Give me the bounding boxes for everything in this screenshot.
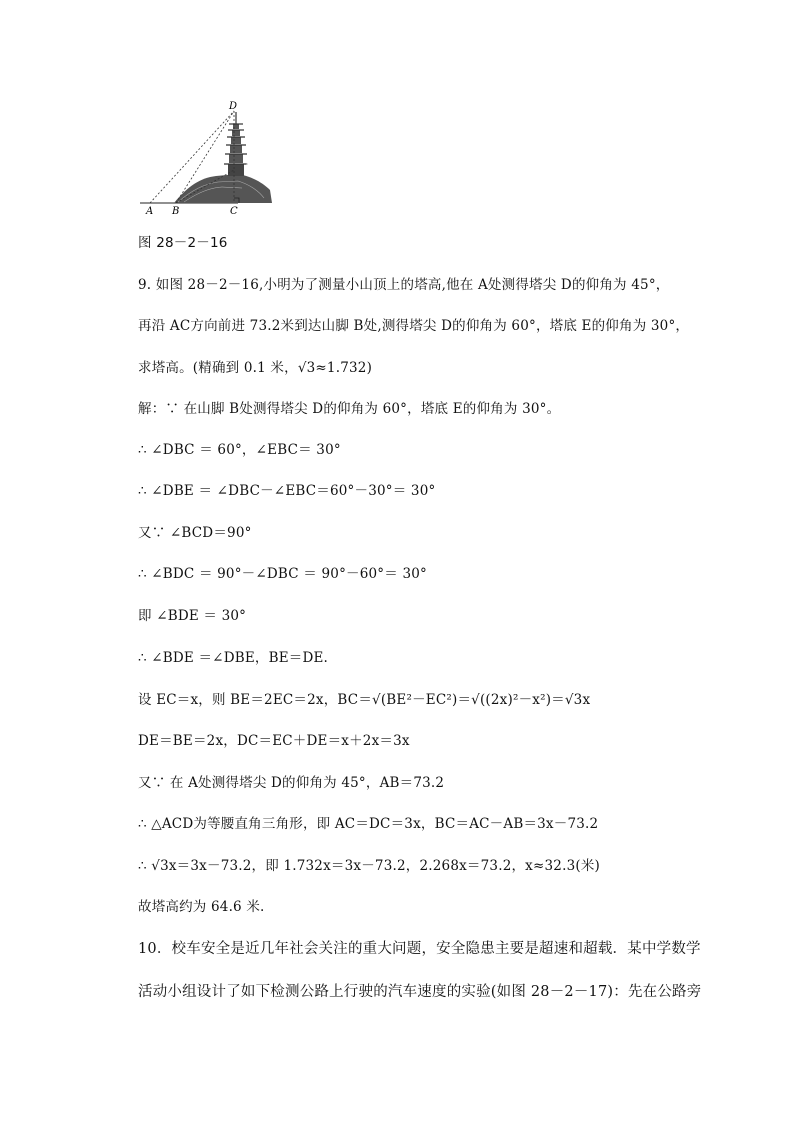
problem9-line3: 求塔高。(精确到 0.1 米，√3≈1.732) — [138, 360, 373, 376]
label-C: C — [230, 206, 238, 217]
solution-line13: 故塔高约为 64.6 米. — [138, 899, 265, 915]
label-B: B — [172, 206, 180, 217]
solution-line8: 设 EC＝x，则 BE＝2EC＝2x，BC＝√(BE²－EC²)＝√((2x)²－x²)＝√3x — [138, 692, 591, 708]
pagoda-figure — [138, 98, 278, 218]
solution-line6: 即 ∠BDE ＝ 30° — [138, 608, 247, 624]
hill — [174, 174, 272, 203]
label-D: D — [229, 101, 238, 112]
solution-line5: ∴ ∠BDC ＝ 90°－∠DBC ＝ 90°－60°＝ 30° — [138, 566, 427, 582]
solution-line9: DE＝BE＝2x，DC＝EC＋DE＝x＋2x＝3x — [138, 733, 410, 749]
solution-line7: ∴ ∠BDE ＝∠DBE，BE＝DE. — [138, 650, 329, 666]
figure-caption: 图 28－2－16 — [138, 235, 228, 251]
problem9-line2: 再沿 AC方向前进 73.2米到达山脚 B处,测得塔尖 D的仰角为 60°，塔底 E的仰角为 30°， — [138, 318, 690, 334]
pagoda-base — [228, 164, 244, 176]
problem9-line1: 9. 如图 28－2－16,小明为了测量小山顶上的塔高,他在 A处测得塔尖 D的仰角为 45°， — [138, 277, 670, 293]
solution-line4: 又∵ ∠BCD＝90° — [138, 525, 252, 541]
solution-line11: ∴ △ACD为等腰直角三角形，即 AC＝DC＝3x，BC＝AC－AB＝3x－73.2 — [138, 816, 599, 832]
problem10-line1: 10．校车安全是近几年社会关注的重大问题，安全隐患主要是超速和超载．某中学数学 — [138, 941, 701, 957]
label-E: E — [245, 161, 253, 172]
problem10-line2: 活动小组设计了如下检测公路上行驶的汽车速度的实验(如图 28－2－17)：先在公路旁 — [138, 984, 702, 1000]
solution-line2: ∴ ∠DBC ＝ 60°，∠EBC＝ 30° — [138, 442, 341, 458]
label-A: A — [146, 206, 154, 217]
solution-line12: ∴ √3x＝3x－73.2，即 1.732x＝3x－73.2，2.268x＝73.2，x≈32.3(米) — [138, 858, 600, 874]
solution-line3: ∴ ∠DBE ＝ ∠DBC－∠EBC＝60°－30°＝ 30° — [138, 483, 436, 499]
pagoda-diagram — [138, 98, 278, 218]
solution-line1: 解：∵ 在山脚 B处测得塔尖 D的仰角为 60°，塔底 E的仰角为 30°。 — [138, 401, 561, 417]
solution-line10: 又∵ 在 A处测得塔尖 D的仰角为 45°，AB＝73.2 — [138, 775, 445, 791]
